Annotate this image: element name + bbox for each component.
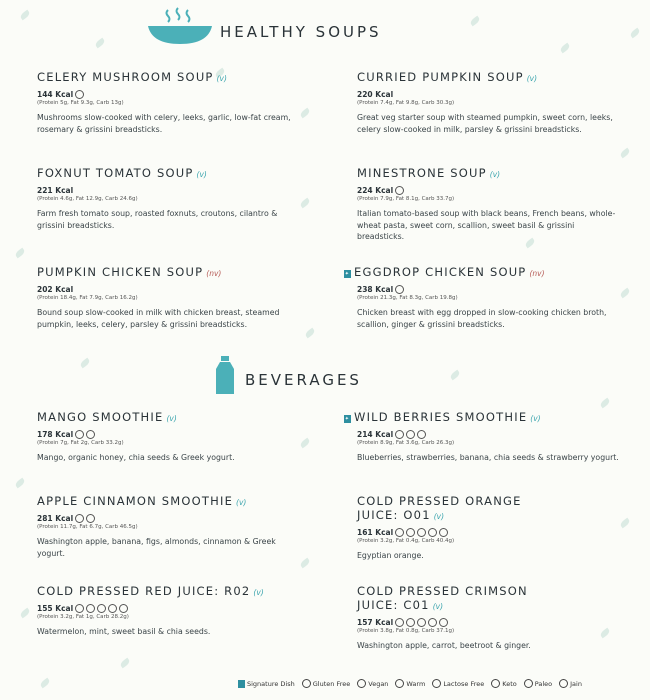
- item-macros: (Protein 5g, Fat 9.3g, Carb 13g): [37, 100, 124, 106]
- item-description: Watermelon, mint, sweet basil & chia seeds.: [37, 627, 211, 636]
- item-name-line2: JUICE: O01: [357, 508, 431, 522]
- item-name: WILD BERRIES SMOOTHIE: [354, 410, 528, 424]
- nonveg-tag: (nv): [529, 269, 545, 278]
- icon-legend: [238, 679, 582, 688]
- jain-icon: [439, 528, 448, 537]
- item-kcal: 214 Kcal: [357, 430, 394, 439]
- item-description: Washington apple, carrot, beetroot & ginger.: [357, 641, 531, 650]
- item-kcal: 161 Kcal: [357, 528, 394, 537]
- jain-icon: [119, 604, 128, 613]
- legend-label: Jain: [570, 679, 582, 688]
- signature-dish-icon: ✦: [344, 416, 351, 422]
- item-name: MANGO SMOOTHIE: [37, 410, 164, 424]
- legend-label: Lactose Free: [443, 679, 485, 688]
- item-macros: (Protein 11.7g, Fat 6.7g, Carb 46.5g): [37, 524, 138, 530]
- item-macros: (Protein 8.9g, Fat 3.6g, Carb 26.3g): [357, 440, 455, 446]
- menu-item: [357, 494, 617, 562]
- menu-item: [37, 70, 297, 135]
- veg-tag: (v): [253, 588, 264, 597]
- item-kcal: 144 Kcal: [37, 90, 74, 99]
- vegan-icon: [86, 604, 95, 613]
- gluten-free-icon: [395, 430, 404, 439]
- soups-title: HEALTHY SOUPS: [220, 23, 382, 41]
- item-macros: (Protein 7.4g, Fat 9.8g, Carb 30.3g): [357, 100, 455, 106]
- item-name: CURRIED PUMPKIN SOUP: [357, 70, 524, 84]
- menu-item: [344, 410, 624, 464]
- gluten-free-icon: [75, 604, 84, 613]
- item-kcal: 224 Kcal: [357, 186, 394, 195]
- item-name: COLD PRESSED RED JUICE: R02: [37, 584, 251, 598]
- lactose-free-icon: [432, 679, 441, 688]
- soups-header: [148, 6, 382, 46]
- signature-dish-icon: ✦: [344, 271, 351, 277]
- item-kcal: 238 Kcal: [357, 285, 394, 294]
- item-name: COLD PRESSED ORANGE: [357, 494, 522, 508]
- menu-item: [357, 166, 617, 243]
- signature-dish-icon: [238, 680, 245, 688]
- gluten-free-icon: [75, 514, 84, 523]
- item-macros: (Protein 3.2g, Fat 1g, Carb 28.2g): [37, 614, 129, 620]
- item-kcal: 157 Kcal: [357, 618, 394, 627]
- item-description: Egyptian orange.: [357, 551, 424, 560]
- menu-item: [37, 265, 297, 330]
- vegan-icon: [406, 528, 415, 537]
- item-description: Farm fresh tomato soup, roasted foxnuts, croutons, cilantro & grissini breadsticks.: [37, 209, 278, 230]
- veg-tag: (v): [236, 498, 247, 507]
- item-kcal: 220 Kcal: [357, 90, 394, 99]
- gluten-free-icon: [395, 618, 404, 627]
- paleo-icon: [524, 679, 533, 688]
- item-description: Mushrooms slow-cooked with celery, leeks, garlic, low-fat cream, rosemary & grissini breadsticks.: [37, 113, 291, 134]
- warm-icon: [395, 679, 404, 688]
- item-name: PUMPKIN CHICKEN SOUP: [37, 265, 204, 279]
- veg-tag: (v): [216, 74, 227, 83]
- veg-tag: (v): [166, 414, 177, 423]
- legend-label: Signature Dish: [247, 679, 295, 688]
- veg-tag: (v): [196, 170, 207, 179]
- menu-item: [357, 584, 617, 652]
- item-description: Bound soup slow-cooked in milk with chicken breast, steamed pumpkin, leeks, celery, parsley & grissini breadsticks.: [37, 308, 280, 329]
- paleo-icon: [86, 430, 95, 439]
- lactose-free-icon: [417, 618, 426, 627]
- vegan-icon: [406, 618, 415, 627]
- warm-icon: [395, 186, 404, 195]
- menu-item: [37, 410, 297, 464]
- menu-item: [357, 70, 617, 135]
- milk-bottle-icon: [215, 356, 235, 394]
- item-name-line2: JUICE: C01: [357, 598, 430, 612]
- legend-label: Paleo: [534, 679, 553, 688]
- gluten-free-icon: [75, 430, 84, 439]
- item-description: Mango, organic honey, chia seeds & Greek yogurt.: [37, 453, 235, 462]
- vegan-icon: [406, 430, 415, 439]
- paleo-icon: [86, 514, 95, 523]
- item-name: COLD PRESSED CRIMSON: [357, 584, 528, 598]
- menu-item: [37, 166, 297, 231]
- item-name: EGGDROP CHICKEN SOUP: [354, 265, 527, 279]
- item-name: FOXNUT TOMATO SOUP: [37, 166, 194, 180]
- menu-item: [344, 265, 624, 330]
- item-description: Blueberries, strawberries, banana, chia seeds & strawberry yogurt.: [357, 453, 619, 462]
- item-macros: (Protein 18.4g, Fat 7.9g, Carb 16.2g): [37, 295, 138, 301]
- beverages-title: BEVERAGES: [245, 371, 362, 389]
- legend-label: Warm: [406, 679, 426, 688]
- beverages-header: [215, 356, 362, 394]
- item-description: Washington apple, banana, figs, almonds, cinnamon & Greek yogurt.: [37, 537, 276, 558]
- item-kcal: 281 Kcal: [37, 514, 74, 523]
- legend-label: Keto: [502, 679, 517, 688]
- lactose-free-icon: [417, 528, 426, 537]
- gluten-free-icon: [75, 90, 84, 99]
- paleo-icon: [108, 604, 117, 613]
- item-macros: (Protein 7g, Fat 2g, Carb 33.2g): [37, 440, 124, 446]
- jain-icon: [559, 679, 568, 688]
- item-kcal: 221 Kcal: [37, 186, 74, 195]
- keto-icon: [491, 679, 500, 688]
- item-name: APPLE CINNAMON SMOOTHIE: [37, 494, 234, 508]
- item-macros: (Protein 3.2g, Fat 0.4g, Carb 40.4g): [357, 538, 455, 544]
- item-description: Italian tomato-based soup with black beans, French beans, whole-wheat pasta, sweet corn, scallion, sweet basil & grissini breadsticks.: [357, 209, 616, 241]
- veg-tag: (v): [432, 602, 443, 611]
- item-kcal: 202 Kcal: [37, 285, 74, 294]
- paleo-icon: [428, 528, 437, 537]
- item-macros: (Protein 21.3g, Fat 8.3g, Carb 19.8g): [357, 295, 458, 301]
- nonveg-tag: (nv): [206, 269, 222, 278]
- item-macros: (Protein 7.9g, Fat 8.1g, Carb 33.7g): [357, 196, 455, 202]
- soup-bowl-icon: [148, 6, 212, 46]
- item-name: CELERY MUSHROOM SOUP: [37, 70, 214, 84]
- paleo-icon: [428, 618, 437, 627]
- warm-icon: [395, 285, 404, 294]
- paleo-icon: [417, 430, 426, 439]
- lactose-free-icon: [97, 604, 106, 613]
- menu-item: [37, 494, 297, 559]
- item-name: MINESTRONE SOUP: [357, 166, 487, 180]
- item-description: Chicken breast with egg dropped in slow-cooking chicken broth, scallion, ginger & grissini breadsticks.: [357, 308, 607, 329]
- legend-label: Gluten Free: [312, 679, 351, 688]
- veg-tag: (v): [526, 74, 537, 83]
- item-macros: (Protein 4.6g, Fat 12.9g, Carb 24.6g): [37, 196, 138, 202]
- item-kcal: 178 Kcal: [37, 430, 74, 439]
- jain-icon: [439, 618, 448, 627]
- item-kcal: 155 Kcal: [37, 604, 74, 613]
- legend-label: Vegan: [368, 679, 389, 688]
- gluten-free-icon: [395, 528, 404, 537]
- gluten-free-icon: [302, 679, 311, 688]
- veg-tag: (v): [530, 414, 541, 423]
- item-macros: (Protein 3.8g, Fat 0.8g, Carb 37.1g): [357, 628, 455, 634]
- veg-tag: (v): [489, 170, 501, 179]
- veg-tag: (v): [433, 512, 445, 521]
- item-description: Great veg starter soup with steamed pumpkin, sweet corn, leeks, celery slow-cooked in milk, parsley & grissini breadsticks.: [357, 113, 613, 134]
- vegan-icon: [357, 679, 366, 688]
- menu-item: [37, 584, 297, 638]
